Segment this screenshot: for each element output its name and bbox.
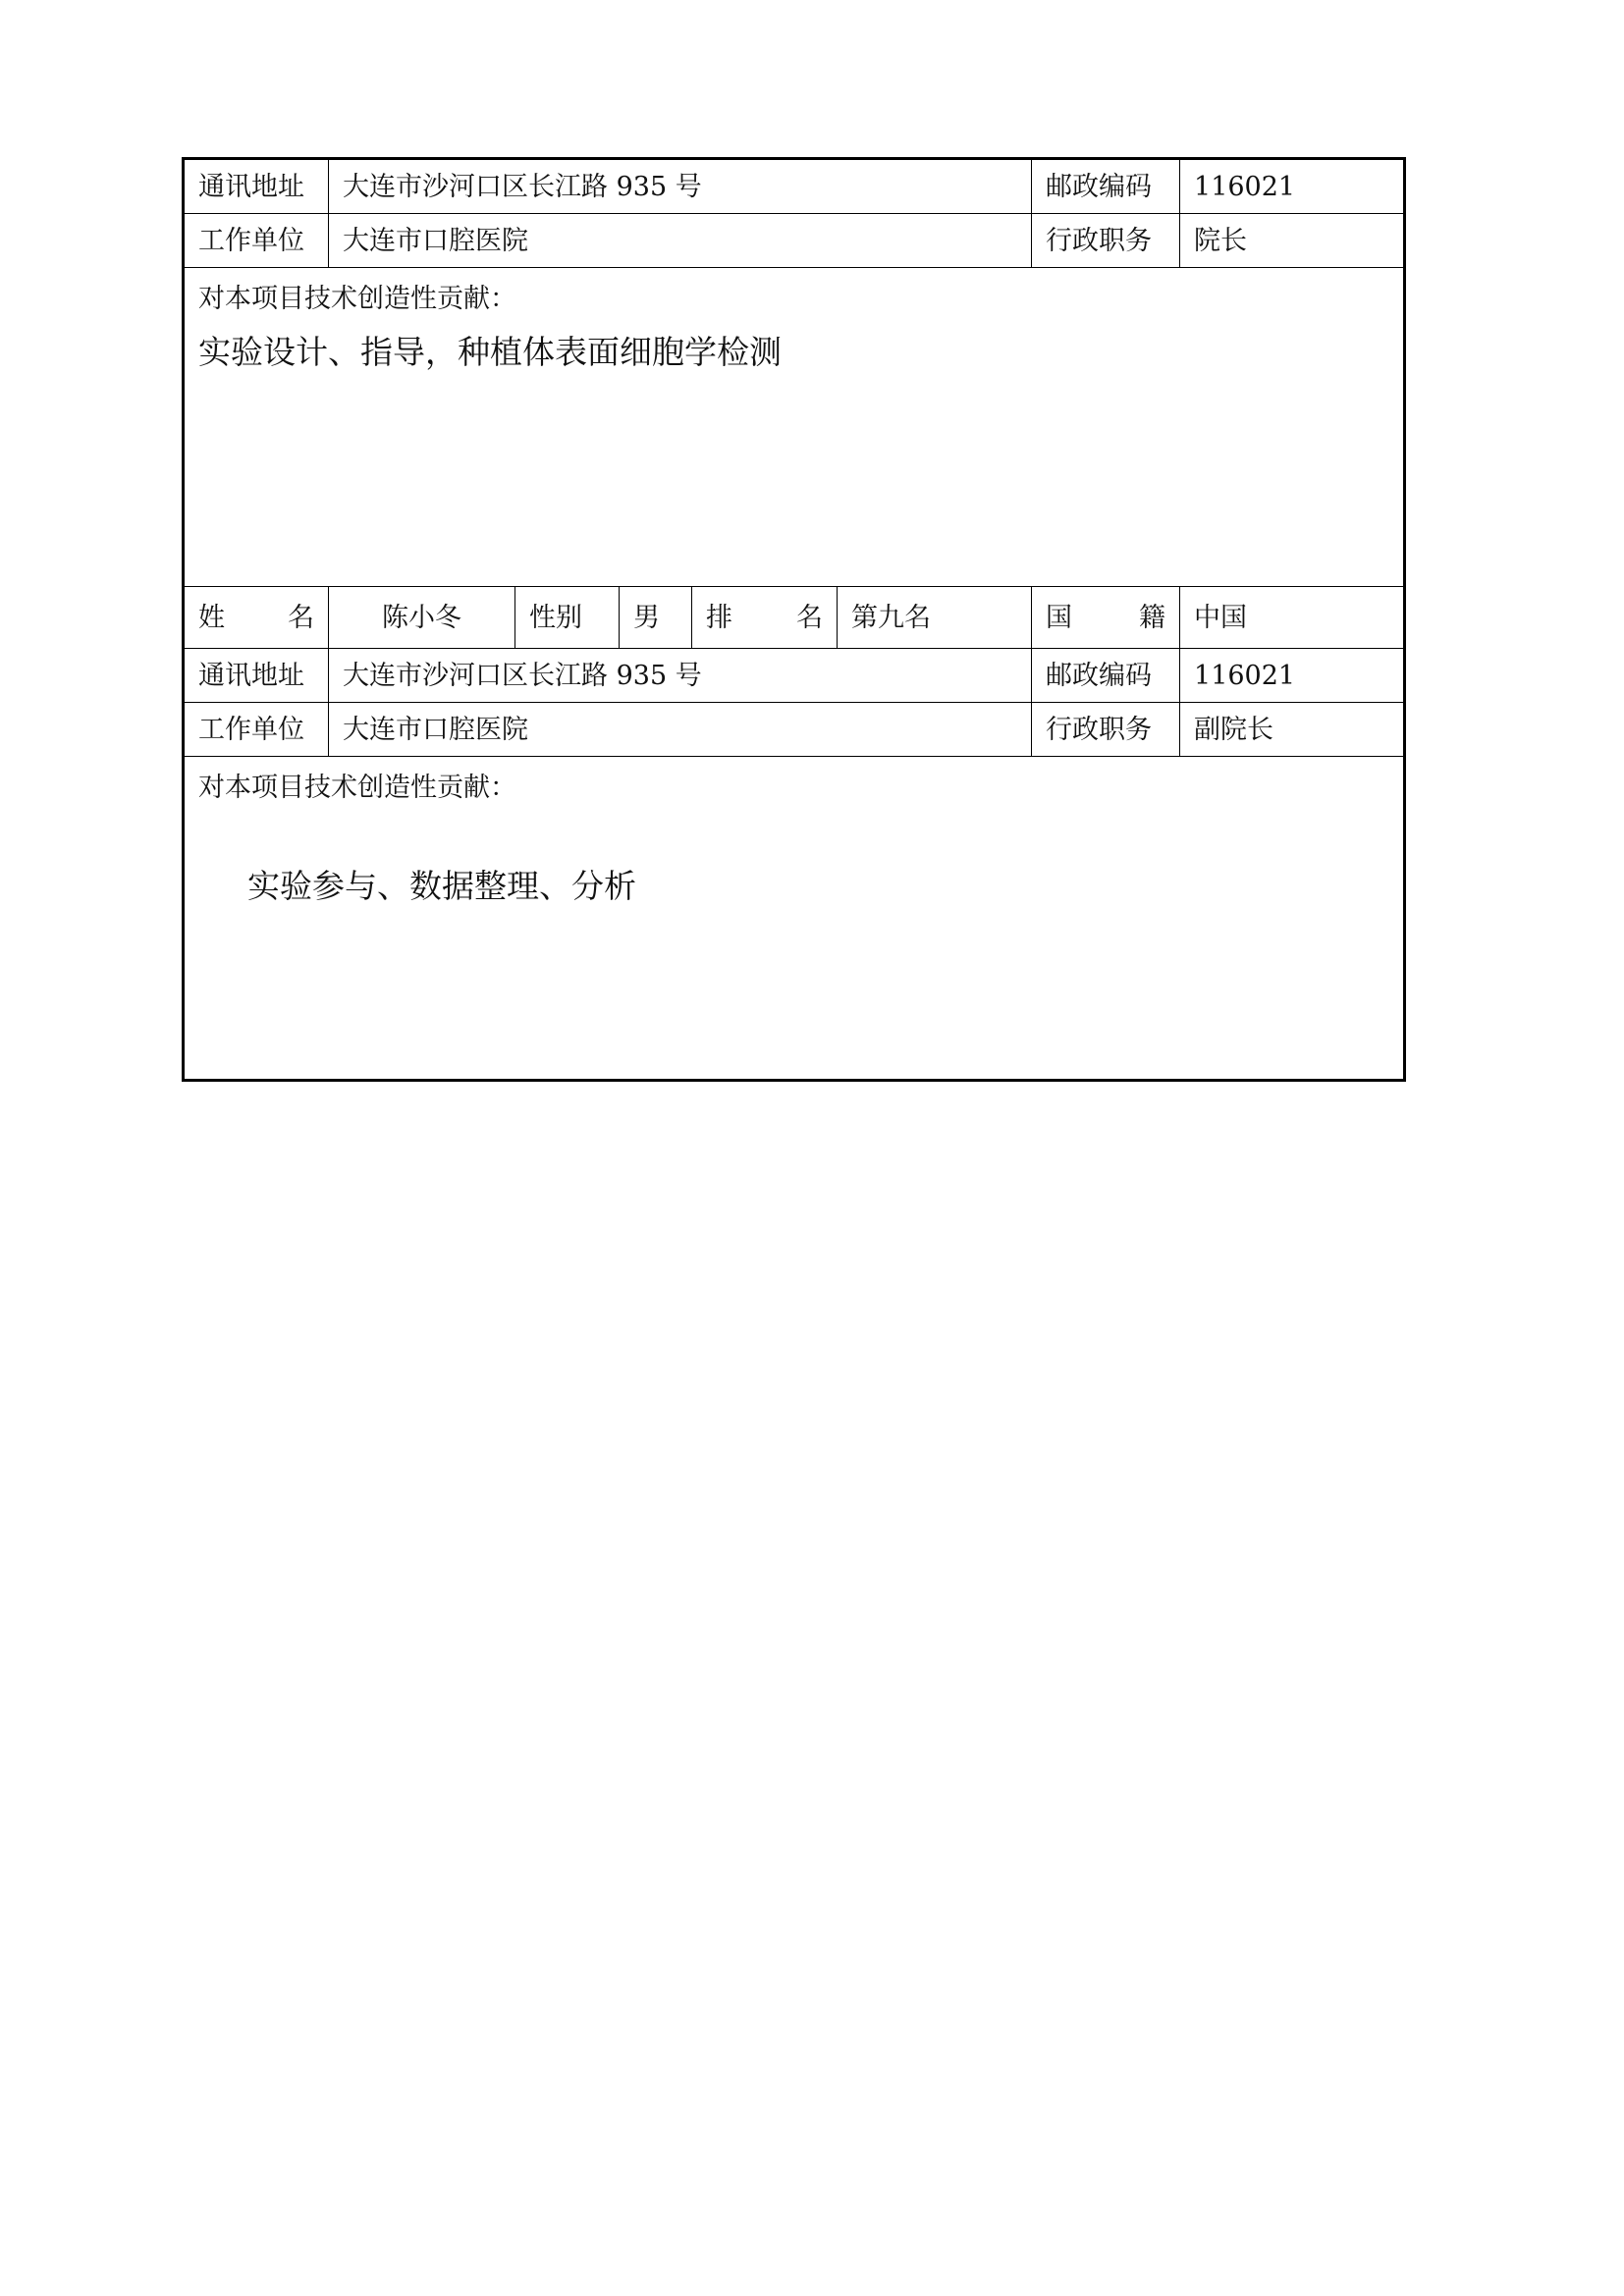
person2-rank-value: 第九名 [838, 587, 1032, 649]
employer-label: 工作单位 [184, 703, 329, 757]
person1-address-row [184, 159, 1405, 214]
person2-nationality-value: 中国 [1180, 587, 1405, 649]
person1-position-value: 院长 [1180, 214, 1405, 268]
name-label-right: 名 [288, 602, 314, 633]
postcode-label: 邮政编码 [1032, 649, 1180, 703]
address-label: 通讯地址 [184, 159, 329, 214]
nationality-label-left: 国 [1046, 602, 1073, 633]
person2-contribution-cell [184, 757, 1405, 1081]
nationality-label [1032, 587, 1180, 649]
employer-label: 工作单位 [184, 214, 329, 268]
contribution-label: 对本项目技术创造性贡献： [198, 284, 516, 314]
person1-address-value: 大连市沙河口区长江路 935 号 [329, 159, 1032, 214]
person2-address-row [184, 649, 1405, 703]
personnel-info-table [182, 157, 1406, 1082]
person1-contribution-cell [184, 268, 1405, 587]
contribution-label: 对本项目技术创造性贡献： [198, 773, 516, 803]
person1-contribution-text: 实验设计、指导，种植体表面细胞学检测 [198, 333, 782, 371]
person2-employer-row [184, 703, 1405, 757]
person1-contribution-row [184, 268, 1405, 587]
person2-position-value: 副院长 [1180, 703, 1405, 757]
rank-label-right: 名 [796, 602, 823, 633]
person1-employer-row [184, 214, 1405, 268]
person1-postcode-value: 116021 [1180, 159, 1405, 214]
postcode-label: 邮政编码 [1032, 159, 1180, 214]
person2-postcode-value: 116021 [1180, 649, 1405, 703]
name-label-left: 姓 [198, 602, 225, 633]
person1-employer-value: 大连市口腔医院 [329, 214, 1032, 268]
person2-address-value: 大连市沙河口区长江路 935 号 [329, 649, 1032, 703]
person2-employer-value: 大连市口腔医院 [329, 703, 1032, 757]
nationality-label-right: 籍 [1139, 602, 1166, 633]
gender-label: 性别 [515, 587, 620, 649]
person2-name-value: 陈小冬 [329, 587, 515, 649]
position-label: 行政职务 [1032, 703, 1180, 757]
rank-label-left: 排 [706, 602, 732, 633]
position-label: 行政职务 [1032, 214, 1180, 268]
person2-gender-value: 男 [620, 587, 692, 649]
person2-name-row [184, 587, 1405, 649]
rank-label [692, 587, 838, 649]
person2-contribution-row [184, 757, 1405, 1081]
name-label [184, 587, 329, 649]
address-label: 通讯地址 [184, 649, 329, 703]
person2-contribution-text: 实验参与、数据整理、分析 [247, 867, 636, 905]
